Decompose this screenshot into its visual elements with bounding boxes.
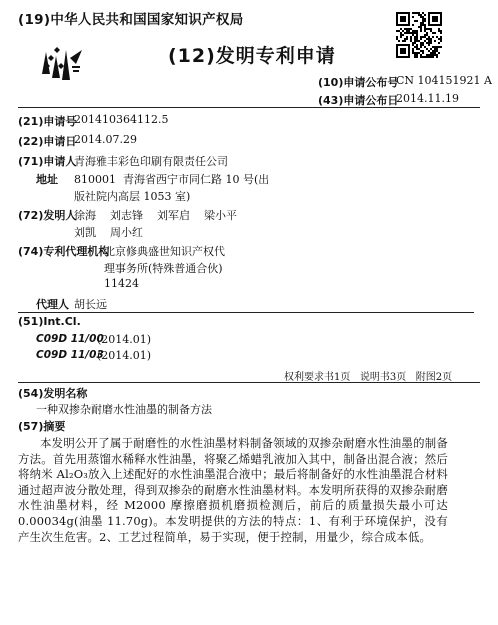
agent-label: 代理人 bbox=[36, 298, 69, 311]
qr-code-icon bbox=[396, 12, 442, 58]
patent-agency-line-1: 北京修典盛世知识产权代 bbox=[104, 245, 225, 258]
publication-number-value: CN 104151921 A bbox=[396, 74, 492, 87]
page-counts: 权利要求书1页 说明书3页 附图2页 bbox=[284, 372, 453, 383]
ipc-date-1: (2014.01) bbox=[97, 333, 152, 346]
filing-date-label: (22)申请日 bbox=[18, 135, 77, 148]
application-number-value: 201410364112.5 bbox=[74, 113, 169, 126]
office-title: (19)中华人民共和国国家知识产权局 bbox=[18, 12, 244, 28]
publication-date-label: (43)申请公布日 bbox=[318, 94, 399, 107]
patent-agency-line-2: 理事务所(特殊普通合伙) bbox=[104, 262, 223, 275]
inventor-label: (72)发明人 bbox=[18, 209, 77, 222]
patent-agency-label: (74)专利代理机构 bbox=[18, 245, 110, 258]
publication-number-label: (10)申请公布号 bbox=[318, 76, 399, 89]
header-divider bbox=[18, 107, 480, 108]
application-number-label: (21)申请号 bbox=[18, 115, 77, 128]
invention-title-value: 一种双掺杂耐磨水性油墨的制备方法 bbox=[36, 403, 212, 416]
ipc-code-1: C09D 11/00 bbox=[36, 333, 104, 345]
applicant-value: 青海雅丰彩色印刷有限责任公司 bbox=[74, 155, 228, 168]
address-line-1: 810001 青海省西宁市同仁路 10 号(出 bbox=[74, 173, 270, 186]
abstract-label: (57)摘要 bbox=[18, 420, 66, 433]
publication-date-value: 2014.11.19 bbox=[396, 92, 459, 105]
address-label: 地址 bbox=[36, 173, 58, 186]
ipc-date-2: (2014.01) bbox=[97, 349, 152, 362]
section-divider bbox=[18, 382, 480, 383]
inventor-line-2: 刘凯 周小红 bbox=[74, 226, 143, 239]
abstract-body bbox=[18, 436, 448, 545]
agent-value: 胡长远 bbox=[74, 298, 107, 311]
cnipa-emblem-icon bbox=[40, 44, 84, 86]
biblio-divider bbox=[18, 312, 474, 313]
invention-title-label: (54)发明名称 bbox=[18, 387, 88, 400]
int-cl-label: (51)Int.Cl. bbox=[18, 315, 81, 328]
abstract-text: 本发明公开了属于耐磨性的水性油墨材料制备领域的双掺杂耐磨水性油墨的制备方法。首先用蒸馏水稀释水性油墨，将聚乙烯蜡乳液加入其中，制备出混合液；然后将纳米 Al₂O₃放入上述配好的水性油墨混合液中；最后将制备好的水性油墨混合材料通过超声波分散处理，得到双掺杂的耐磨水性油墨材料。本发明所获得的双掺杂耐磨水性油墨材料，经 M2000 摩擦磨损机磨损检测后，前后的质量损失最小可达 0.00034g(油墨 11.70g)。本发明提供的方法的特点：1、有利于环境保护，没有产生次生危害。2、工艺过程简单，易于实现，便于控制，用量少，综合成本低。 bbox=[18, 436, 448, 544]
applicant-label: (71)申请人 bbox=[18, 155, 77, 168]
patent-agency-line-3: 11424 bbox=[104, 277, 139, 290]
inventor-line-1: 徐海 刘志锋 刘军启 梁小平 bbox=[74, 209, 237, 222]
filing-date-value: 2014.07.29 bbox=[74, 133, 137, 146]
ipc-code-2: C09D 11/03 bbox=[36, 349, 104, 361]
address-line-2: 版社院内高层 1053 室) bbox=[74, 190, 191, 203]
document-type-title: (12)发明专利申请 bbox=[168, 45, 336, 67]
